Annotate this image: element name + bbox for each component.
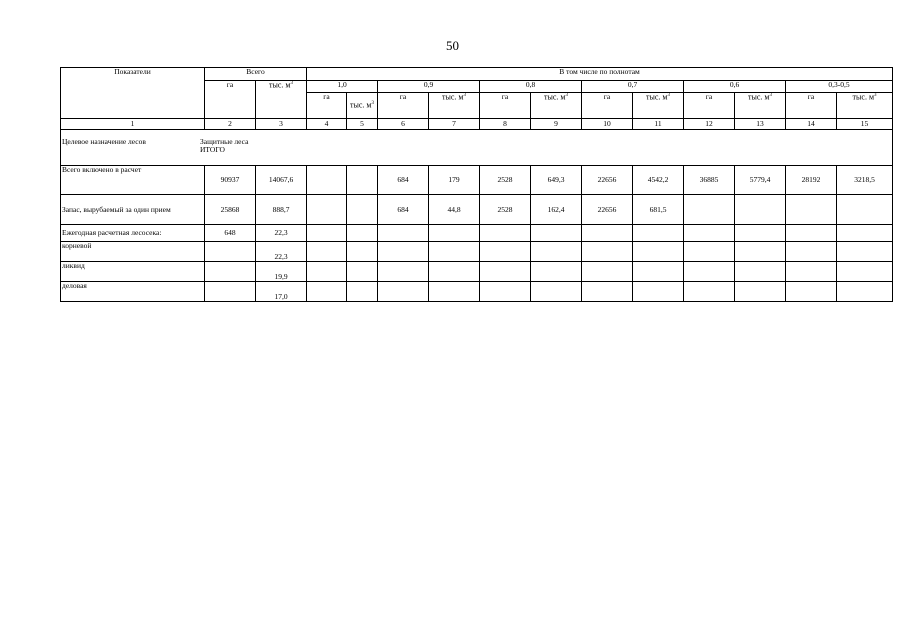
- column-number: 13: [735, 119, 786, 130]
- cell-value: [378, 282, 429, 302]
- cell-value: [582, 262, 633, 282]
- column-number: 9: [531, 119, 582, 130]
- cell-value: [480, 242, 531, 262]
- cell-value: [837, 225, 893, 242]
- column-number: 12: [684, 119, 735, 130]
- header-density-0-8: 0,8: [480, 81, 582, 93]
- table-row: [61, 262, 893, 282]
- cell-value: [786, 282, 837, 302]
- purpose-value: [200, 138, 248, 154]
- cell-value: [786, 195, 837, 225]
- cell-value: [531, 282, 582, 302]
- column-number: 6: [378, 119, 429, 130]
- cell-value: 36885: [684, 166, 735, 195]
- cell-value: 90937: [205, 166, 256, 195]
- cell-value: [429, 262, 480, 282]
- column-number: 2: [205, 119, 256, 130]
- cell-value: [307, 242, 347, 262]
- row-label: Всего включено в расчет: [61, 166, 205, 195]
- cell-value: [429, 282, 480, 302]
- header-ha: га: [307, 93, 347, 119]
- header-density-0-7: 0,7: [582, 81, 684, 93]
- row-label: Запас, вырубаемый за один прием: [61, 195, 205, 225]
- cell-value: [378, 225, 429, 242]
- unit-label: тыс. м: [350, 100, 372, 110]
- cell-value: [531, 242, 582, 262]
- column-number: 15: [837, 119, 893, 130]
- header-row-1: [61, 68, 893, 81]
- cell-value: 681,5: [633, 195, 684, 225]
- cell-value: 162,4: [531, 195, 582, 225]
- column-number: 7: [429, 119, 480, 130]
- cell-value: [531, 262, 582, 282]
- unit-superscript: 3: [769, 93, 772, 98]
- row-label: ликвид: [61, 262, 205, 282]
- cell-value: [307, 282, 347, 302]
- cell-value: 25868: [205, 195, 256, 225]
- purpose-value-line2: ИТОГО: [200, 144, 225, 154]
- cell-value: 19,9: [256, 262, 307, 282]
- cell-value: [684, 195, 735, 225]
- cell-value: [429, 242, 480, 262]
- header-volume: [531, 93, 582, 119]
- unit-superscript: 3: [371, 101, 374, 107]
- header-total: Всего: [205, 68, 307, 81]
- cell-value: 684: [378, 195, 429, 225]
- cell-value: 44,8: [429, 195, 480, 225]
- header-ha: га: [582, 93, 633, 119]
- cell-value: [347, 262, 378, 282]
- purpose-cell: [61, 130, 893, 166]
- unit-superscript: 3: [463, 93, 466, 98]
- cell-value: [307, 166, 347, 195]
- header-including-by-density: В том числе по полнотам: [307, 68, 893, 81]
- cell-value: [633, 242, 684, 262]
- cell-value: [633, 262, 684, 282]
- unit-superscript: 3: [290, 81, 293, 86]
- cell-value: [735, 225, 786, 242]
- cell-value: [307, 262, 347, 282]
- column-number: 8: [480, 119, 531, 130]
- cell-value: [582, 242, 633, 262]
- header-density-0-6: 0,6: [684, 81, 786, 93]
- cell-value: [582, 225, 633, 242]
- header-volume: [837, 93, 893, 119]
- cell-value: [735, 242, 786, 262]
- header-ha: га: [684, 93, 735, 119]
- unit-superscript: 3: [565, 93, 568, 98]
- cell-value: [684, 225, 735, 242]
- cell-value: 684: [378, 166, 429, 195]
- cell-value: [429, 225, 480, 242]
- cell-value: [837, 242, 893, 262]
- unit-label: тыс. м: [544, 92, 566, 102]
- cell-value: [735, 195, 786, 225]
- header-total-ha: га: [205, 81, 256, 119]
- column-number: 10: [582, 119, 633, 130]
- cell-value: [684, 262, 735, 282]
- column-number: 5: [347, 119, 378, 130]
- report-table: [60, 67, 893, 302]
- header-density-0-3-0-5: 0,3-0,5: [786, 81, 893, 93]
- cell-value: 3218,5: [837, 166, 893, 195]
- cell-value: [837, 262, 893, 282]
- page-number: 50: [446, 38, 459, 53]
- cell-value: 4542,2: [633, 166, 684, 195]
- table-row: [61, 195, 893, 225]
- cell-value: 22,3: [256, 225, 307, 242]
- cell-value: [837, 282, 893, 302]
- cell-value: 649,3: [531, 166, 582, 195]
- cell-value: 5779,4: [735, 166, 786, 195]
- unit-label: тыс. м: [269, 80, 291, 90]
- cell-value: [378, 242, 429, 262]
- cell-value: [633, 282, 684, 302]
- unit-superscript: 3: [667, 93, 670, 98]
- unit-label: тыс. м: [748, 92, 770, 102]
- cell-value: [480, 262, 531, 282]
- cell-value: [735, 262, 786, 282]
- cell-value: 648: [205, 225, 256, 242]
- cell-value: 22656: [582, 195, 633, 225]
- cell-value: 17,0: [256, 282, 307, 302]
- column-number: 1: [61, 119, 205, 130]
- cell-value: [378, 262, 429, 282]
- cell-value: 22,3: [256, 242, 307, 262]
- row-label: корневой: [61, 242, 205, 262]
- header-volume: [633, 93, 684, 119]
- cell-value: [531, 225, 582, 242]
- cell-value: [786, 242, 837, 262]
- purpose-row: [61, 130, 893, 166]
- header-total-volume: [256, 81, 307, 119]
- cell-value: [205, 262, 256, 282]
- cell-value: [684, 242, 735, 262]
- cell-value: [347, 282, 378, 302]
- cell-value: 179: [429, 166, 480, 195]
- cell-value: 14067,6: [256, 166, 307, 195]
- unit-label: тыс. м: [442, 92, 464, 102]
- header-ha: га: [786, 93, 837, 119]
- cell-value: [786, 225, 837, 242]
- cell-value: 22656: [582, 166, 633, 195]
- cell-value: 2528: [480, 195, 531, 225]
- cell-value: [735, 282, 786, 302]
- cell-value: [347, 242, 378, 262]
- column-number: 4: [307, 119, 347, 130]
- cell-value: [480, 282, 531, 302]
- unit-superscript: 3: [874, 93, 877, 98]
- table-row: [61, 242, 893, 262]
- column-number: 14: [786, 119, 837, 130]
- header-density-1-0: 1,0: [307, 81, 378, 93]
- row-label: деловая: [61, 282, 205, 302]
- cell-value: [480, 225, 531, 242]
- purpose-value-line1: Защитные леса: [200, 137, 249, 146]
- cell-value: [205, 282, 256, 302]
- unit-label: тыс. м: [852, 92, 875, 102]
- cell-value: [347, 195, 378, 225]
- column-numbers-row: [61, 119, 893, 130]
- purpose-label: Целевое назначение лесов: [62, 137, 146, 146]
- cell-value: [307, 225, 347, 242]
- cell-value: [684, 282, 735, 302]
- cell-value: [205, 242, 256, 262]
- unit-label: тыс. м: [646, 92, 668, 102]
- cell-value: [582, 282, 633, 302]
- column-number: 11: [633, 119, 684, 130]
- cell-value: [307, 195, 347, 225]
- cell-value: [633, 225, 684, 242]
- cell-value: [347, 225, 378, 242]
- table-row: [61, 225, 893, 242]
- header-ha: га: [480, 93, 531, 119]
- table-row: [61, 282, 893, 302]
- header-volume: [735, 93, 786, 119]
- cell-value: 28192: [786, 166, 837, 195]
- cell-value: 2528: [480, 166, 531, 195]
- cell-value: [837, 195, 893, 225]
- header-volume: [347, 93, 378, 119]
- cell-value: [347, 166, 378, 195]
- header-density-0-9: 0,9: [378, 81, 480, 93]
- cell-value: [786, 262, 837, 282]
- header-ha: га: [378, 93, 429, 119]
- table-row: [61, 166, 893, 195]
- header-volume: [429, 93, 480, 119]
- row-label: Ежегодная расчетная лесосека:: [61, 225, 205, 242]
- header-indicators: Показатели: [61, 68, 205, 119]
- cell-value: 888,7: [256, 195, 307, 225]
- column-number: 3: [256, 119, 307, 130]
